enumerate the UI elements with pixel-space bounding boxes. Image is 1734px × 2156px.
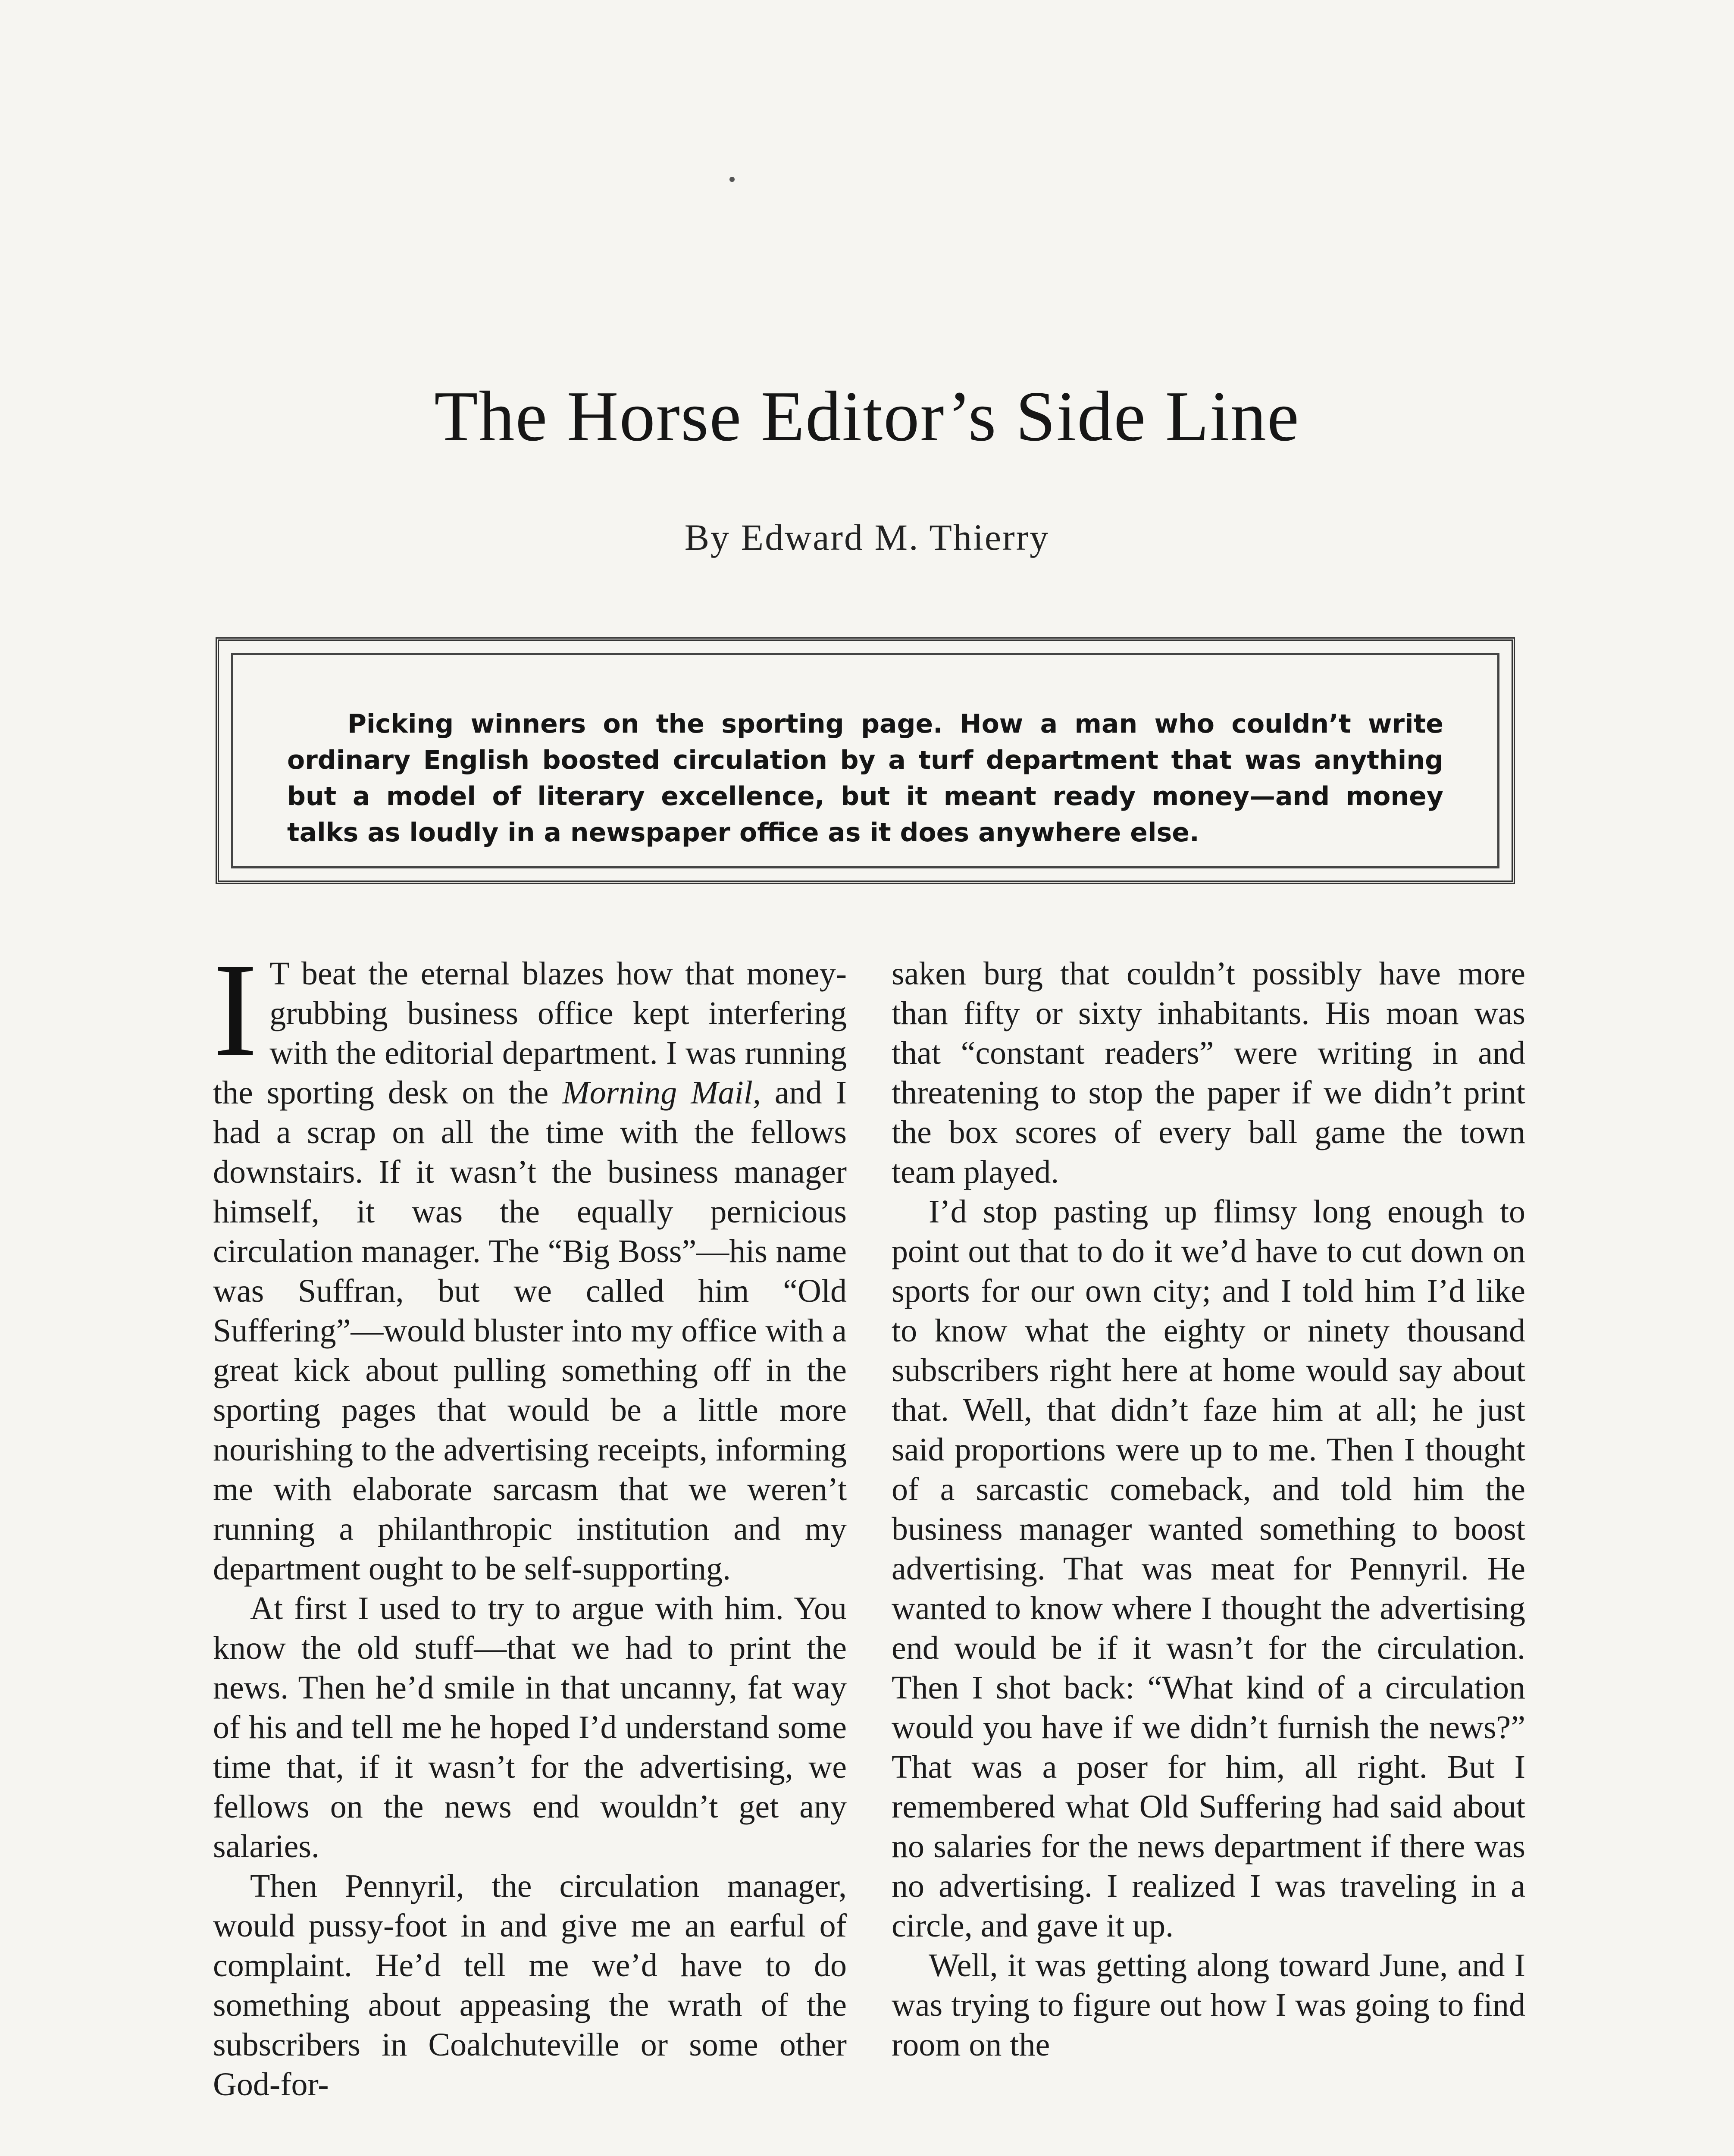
article-byline: By Edward M. Thierry — [684, 517, 1050, 558]
body-column-right — [892, 954, 1525, 2065]
summary-text: Picking winners on the sporting page. How a man who couldn’t write ordinary English boosted circulation by a turf department that was anything but a model of literary excellence, but it meant ready money—and money talks as loudly in a newspaper office as it does anywhere else. — [287, 709, 1443, 848]
summary-box — [216, 637, 1515, 884]
paragraph-3: Then Pennyril, the circulation manager, would pussy-foot in and give me an earful of complaint. He’d tell me we’d have to do something about appeasing the wrath of the subscribers in Coalchuteville or some other God-for- — [213, 1868, 847, 2103]
summary-inner-frame — [231, 653, 1499, 868]
article-title: The Horse Editor’s Side Line — [434, 376, 1300, 456]
paragraph-1-text-b: and I had a scrap on all the time with the fellows downstairs. If it wasn’t the business manager himself, it was the equally pernicious circulation manager. The “Big Boss”—his name was Suffran, but we called him “Old Suffering”—would bluster into my office with a great kick about pulling something off in the sporting pages that would be a little more nourishing to the advertising receipts, informing me with elaborate sarcasm that we weren’t running a philanthropic institution and my department ought to be self-supporting. — [213, 1075, 847, 1587]
newspaper-name: Morning Mail, — [562, 1075, 761, 1111]
paragraph-1 — [213, 936, 847, 1589]
paragraph-2: At first I used to try to argue with him. You know the old stuff—that we had to print the news. Then he’d smile in that uncanny, fat way of his and tell me he hoped I’d understand some time that, if it wasn’t for the advertising, we fellows on the news end wouldn’t get any salaries. — [213, 1590, 847, 1865]
body-column-left — [213, 936, 847, 2104]
paragraph-4: I’d stop pasting up flimsy long enough to point out that to do it we’d have to cut down on sports for our own city; and I told him I’d like to know what the eighty or ninety thousand subscribers right here at home would say about that. Well, that didn’t faze him at all; he just said proportions were up to me. Then I thought of a sarcastic comeback, and told him the business manager wanted something to boost advertising. That was meat for Pennyril. He wanted to know where I thought the advertising end would be if it wasn’t for the circulation. Then I shot back: “What kind of a circulation would you have if we didn’t furnish the news?” That was a poser for him, all right. But I remembered what Old Suffering had said about no salaries for the news department if there was no advertising. I realized I was traveling in a circle, and gave it up. — [892, 1194, 1525, 1944]
drop-cap: I — [213, 936, 258, 1084]
paragraph-3-continued: saken burg that couldn’t possibly have more than fifty or sixty inhabitants. His moan was that “constant readers” were writing in and threatening to stop the paper if we didn’t print the box scores of every ball game the town team played. — [892, 956, 1525, 1190]
paragraph-5: Well, it was getting along toward June, and I was trying to figure out how I was going to find room on the — [892, 1947, 1525, 2063]
ornament-dot — [729, 177, 735, 182]
paragraph-1-text-a: T beat the eternal blazes how that money-grubbing business office kept interfering with the editorial department. I was running the sporting desk on the — [213, 956, 847, 1111]
